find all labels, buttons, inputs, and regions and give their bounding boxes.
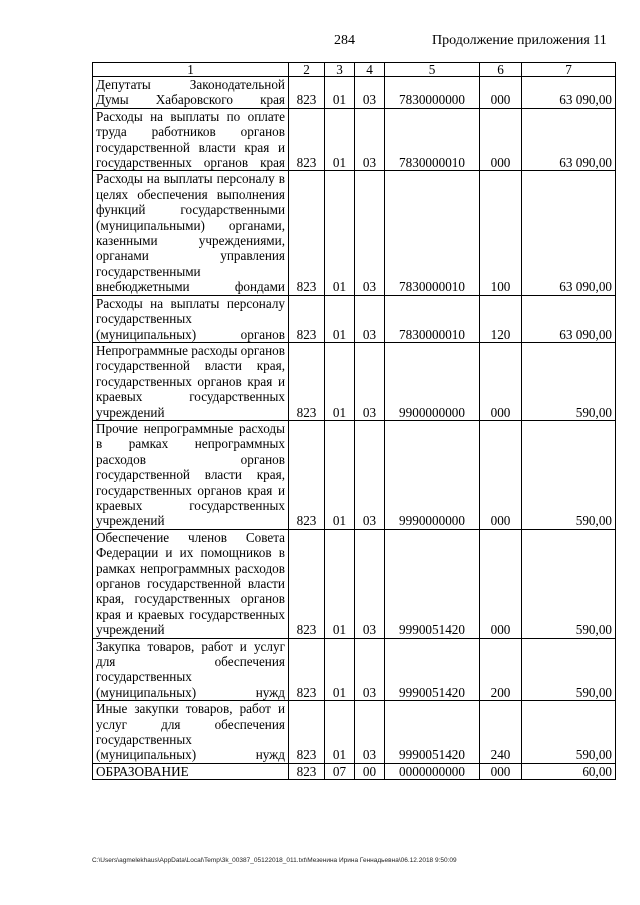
row-value-cell: 03: [355, 529, 385, 638]
row-value-cell: 01: [325, 638, 355, 701]
table-row: [93, 295, 616, 342]
row-value-cell: 03: [355, 638, 385, 701]
column-header: 6: [480, 63, 522, 77]
row-value-cell: 00: [355, 763, 385, 779]
row-value-cell: 01: [325, 529, 355, 638]
row-value-cell: 240: [480, 701, 522, 764]
table-row: [93, 171, 616, 295]
row-value-cell: 823: [289, 638, 325, 701]
row-value-cell: 03: [355, 108, 385, 171]
row-value-cell: 63 090,00: [522, 295, 616, 342]
table-header-row: [93, 63, 616, 77]
row-value-cell: 63 090,00: [522, 108, 616, 171]
row-value-cell: 590,00: [522, 701, 616, 764]
column-header: 2: [289, 63, 325, 77]
row-value-cell: 63 090,00: [522, 77, 616, 109]
column-header: 4: [355, 63, 385, 77]
row-value-cell: 120: [480, 295, 522, 342]
row-value-cell: 01: [325, 295, 355, 342]
row-value-cell: 000: [480, 529, 522, 638]
row-value-cell: 000: [480, 77, 522, 109]
row-value-cell: 01: [325, 701, 355, 764]
row-name-cell: ОБРАЗОВАНИЕ: [93, 763, 289, 779]
row-value-cell: 823: [289, 763, 325, 779]
row-value-cell: 01: [325, 108, 355, 171]
row-value-cell: 9990051420: [385, 638, 480, 701]
row-value-cell: 823: [289, 529, 325, 638]
row-value-cell: 01: [325, 420, 355, 529]
row-value-cell: 7830000010: [385, 295, 480, 342]
row-name-cell: Непрограммные расходы органов государственной власти края, государственных органов края и краевых государственных учреждений: [93, 342, 289, 420]
row-name-cell: Прочие непрограммные расходы в рамках непрограммных расходов органов государственной власти края, государственных органов края и краевых государственных учреждений: [93, 420, 289, 529]
row-value-cell: 200: [480, 638, 522, 701]
footer-file-path: C:\Users\agmelekhaus\AppData\Local\Temp\3k_00387_05122018_011.txt\Мезенина Ирина Геннадьевна\06.12.2018 9:50:09: [92, 857, 457, 864]
row-value-cell: 823: [289, 342, 325, 420]
table-row: [93, 529, 616, 638]
row-name-cell: Обеспечение членов Совета Федерации и их помощников в рамках непрограммных расходов органов государственной власти края, государственных органов края и краевых государственных учреждений: [93, 529, 289, 638]
row-value-cell: 03: [355, 701, 385, 764]
row-value-cell: 823: [289, 108, 325, 171]
row-value-cell: 000: [480, 763, 522, 779]
row-value-cell: 63 090,00: [522, 171, 616, 295]
column-header: 3: [325, 63, 355, 77]
row-value-cell: 01: [325, 77, 355, 109]
row-value-cell: 823: [289, 701, 325, 764]
budget-table: [92, 62, 616, 780]
table-row: [93, 420, 616, 529]
row-name-cell: Расходы на выплаты по оплате труда работников органов государственной власти края и государственных органов края: [93, 108, 289, 171]
row-value-cell: 7830000010: [385, 171, 480, 295]
row-value-cell: 01: [325, 342, 355, 420]
row-value-cell: 9990000000: [385, 420, 480, 529]
row-value-cell: 100: [480, 171, 522, 295]
row-value-cell: 000: [480, 420, 522, 529]
column-header: 7: [522, 63, 616, 77]
row-value-cell: 03: [355, 420, 385, 529]
row-value-cell: 03: [355, 342, 385, 420]
row-value-cell: 9900000000: [385, 342, 480, 420]
table-row: [93, 77, 616, 109]
table-row: [93, 763, 616, 779]
column-header: 1: [93, 63, 289, 77]
row-value-cell: 9990051420: [385, 529, 480, 638]
row-value-cell: 7830000010: [385, 108, 480, 171]
row-name-cell: Расходы на выплаты персоналу государственных (муниципальных) органов: [93, 295, 289, 342]
row-value-cell: 000: [480, 342, 522, 420]
row-value-cell: 7830000000: [385, 77, 480, 109]
row-value-cell: 823: [289, 295, 325, 342]
row-value-cell: 000: [480, 108, 522, 171]
row-value-cell: 03: [355, 77, 385, 109]
row-value-cell: 01: [325, 171, 355, 295]
table-row: [93, 108, 616, 171]
row-value-cell: 590,00: [522, 420, 616, 529]
row-value-cell: 823: [289, 420, 325, 529]
row-value-cell: 590,00: [522, 638, 616, 701]
table-row: [93, 638, 616, 701]
row-value-cell: 9990051420: [385, 701, 480, 764]
row-value-cell: 07: [325, 763, 355, 779]
table-row: [93, 701, 616, 764]
row-value-cell: 03: [355, 295, 385, 342]
row-name-cell: Депутаты Законодательной Думы Хабаровского края: [93, 77, 289, 109]
continuation-label: Продолжение приложения 11: [432, 33, 607, 48]
row-name-cell: Закупка товаров, работ и услуг для обеспечения государственных (муниципальных) нужд: [93, 638, 289, 701]
column-header: 5: [385, 63, 480, 77]
row-value-cell: 0000000000: [385, 763, 480, 779]
row-value-cell: 03: [355, 171, 385, 295]
row-value-cell: 590,00: [522, 342, 616, 420]
row-value-cell: 823: [289, 77, 325, 109]
row-name-cell: Расходы на выплаты персоналу в целях обеспечения выполнения функций государственными (муниципальными) органами, казенными учреждениями, органами управления государственными внебюджетными фондами: [93, 171, 289, 295]
row-value-cell: 60,00: [522, 763, 616, 779]
row-value-cell: 823: [289, 171, 325, 295]
row-value-cell: 590,00: [522, 529, 616, 638]
table-row: [93, 342, 616, 420]
row-name-cell: Иные закупки товаров, работ и услуг для обеспечения государственных (муниципальных) нужд: [93, 701, 289, 764]
page-number: 284: [334, 33, 355, 48]
